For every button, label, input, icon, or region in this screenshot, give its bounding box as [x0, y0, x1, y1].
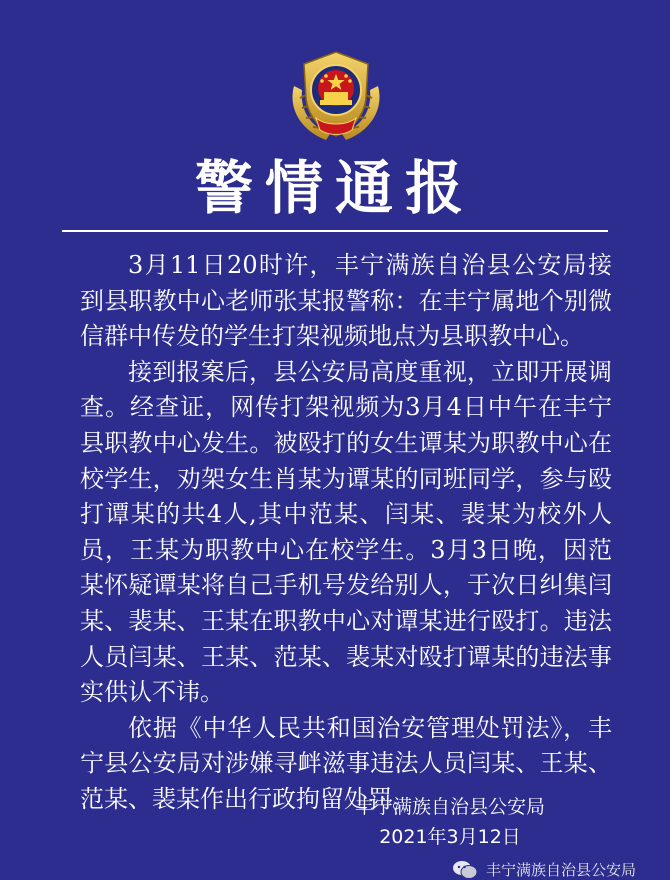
paragraph-2: 接到报案后，县公安局高度重视，立即开展调查。经查证，网传打架视频为3月4日中午在丰宁县职教中心发生。被殴打的女生谭某为职教中心在校学生，劝架女生肖某为谭某的同班同学，参与殴打谭某的共4人,其中范某、闫某、裴某为校外人员，王某为职教中心在校学生。3月3日晚，因范某怀疑谭某将自己手机号发给别人，于次日纠集闫某、裴某、王某在职教中心对谭某进行殴打。违法人员闫某、王某、范某、裴某对殴打谭某的违法事实供认不讳。 [80, 357, 612, 707]
paragraph-3: 依据《中华人民共和国治安管理处罚法》，丰宁县公安局对涉嫌寻衅滋事违法人员闫某、王某、范某、裴某作出行政拘留处罚。 [80, 713, 612, 813]
notice-body [80, 248, 612, 818]
paragraph-1: 3月11日20时许，丰宁满族自治县公安局接到县职教中心老师张某报警称：在丰宁属地个别微信群中传发的学生打架视频地点为县职教中心。 [80, 251, 612, 351]
wechat-watermark [452, 862, 636, 877]
watermark-text: 丰宁满族自治县公安局 [486, 861, 637, 879]
title-divider [62, 230, 608, 232]
signature-date: 2021年3月12日 [379, 826, 521, 848]
police-emblem-icon [286, 48, 386, 146]
signature-organization: 丰宁满族自治县公安局 [354, 796, 545, 818]
page-title: 警情通报 [194, 154, 475, 222]
